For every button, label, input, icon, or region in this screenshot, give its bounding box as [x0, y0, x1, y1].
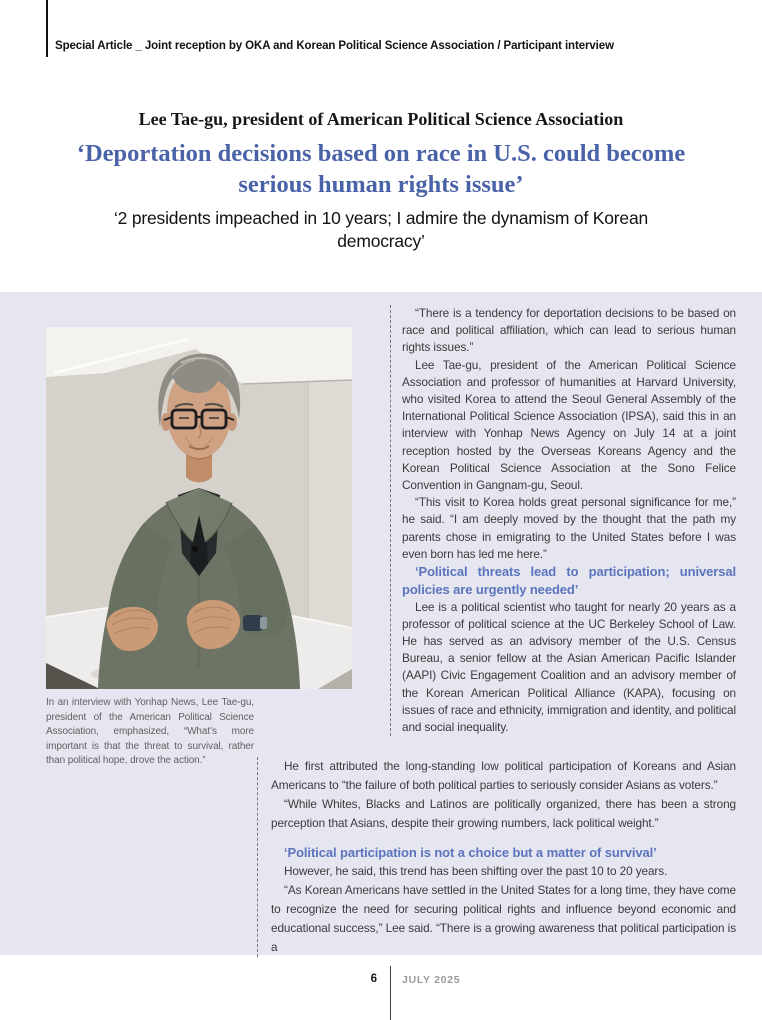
section-heading: ‘Political participation is not a choice but a matter of survival’: [284, 845, 657, 860]
article-body-box: [0, 292, 762, 955]
article-headline: ‘Deportation decisions based on race in U.S. could become serious human rights issue’: [76, 140, 686, 198]
issue-label: JULY 2025: [402, 974, 461, 986]
header-rule: [46, 0, 48, 57]
article-full-width-block: [257, 757, 736, 957]
paragraph: He first attributed the long-standing low political participation of Koreans and Asian Americans to “the failure of both political parties to seriously consider Asians as voters.”: [271, 759, 736, 792]
article-subheadline: ‘2 presidents impeached in 10 years; I admire the dynamism of Korean democracy’: [113, 208, 649, 251]
section-heading: ‘Political threats lead to participation; universal policies are urgently needed’: [402, 564, 736, 597]
page-number: 6: [370, 973, 377, 985]
interview-photo-graphic: [46, 327, 352, 689]
paragraph: “This visit to Korea holds great personal significance for me,” he said. “I am deeply moved by the thought that the path my parents chose in emigrating to the United States before I was even born has led me here.”: [402, 495, 736, 561]
interview-photo: [46, 327, 352, 689]
mic-clip-icon: [192, 546, 198, 552]
article-right-column: [390, 305, 736, 736]
paragraph: “As Korean Americans have settled in the United States for a long time, they have come to recognize the need for securing political rights and influence beyond economic and educational success,” Lee said. “There is a growing awareness that political participation is a: [271, 883, 736, 954]
photo-caption: In an interview with Yonhap News, Lee Tae-gu, president of the American Political Science Association, emphasized, “What’s more important is that the threat to survival, rather than political hope, drove the action.”: [46, 697, 254, 766]
article-kicker: Lee Tae-gu, president of American Political Science Association: [138, 109, 624, 129]
header-label: Special Article _ Joint reception by OKA and Korean Political Science Association / Participant interview: [55, 40, 614, 52]
paragraph: However, he said, this trend has been shifting over the past 10 to 20 years.: [284, 864, 668, 878]
paragraph: “While Whites, Blacks and Latinos are politically organized, there has been a strong perception that Asians, despite their growing numbers, lack political weight.”: [271, 797, 736, 830]
footer-rule: [390, 966, 391, 1020]
paragraph: “There is a tendency for deportation decisions to be based on race and political affiliation, which can lead to serious human rights issues.”: [402, 306, 736, 355]
paragraph: Lee is a political scientist who taught for nearly 20 years as a professor of political science at the UC Berkeley School of Law. He has served as an advisory member of the U.S. Census Bureau, a senior fellow at the Asian American Pacific Islander (AAPI) Civic Engagement Coalition and an advisory member of the Korean American Political Alliance (KAPA), focusing on issues of race and ethnicity, immigration and identity, and political and social inequality.: [402, 599, 736, 735]
paragraph: Lee Tae-gu, president of the American Political Science Association and professor of humanities at Harvard University, who visited Korea to attend the Seoul General Assembly of the International Political Science Association (IPSA), said this in an interview with Yonhap News Agency on July 14 at a joint reception hosted by the Overseas Koreans Agency and the Korean Political Science Association at the Sono Felice Convention in Gangnam-gu, Seoul.: [402, 357, 736, 493]
